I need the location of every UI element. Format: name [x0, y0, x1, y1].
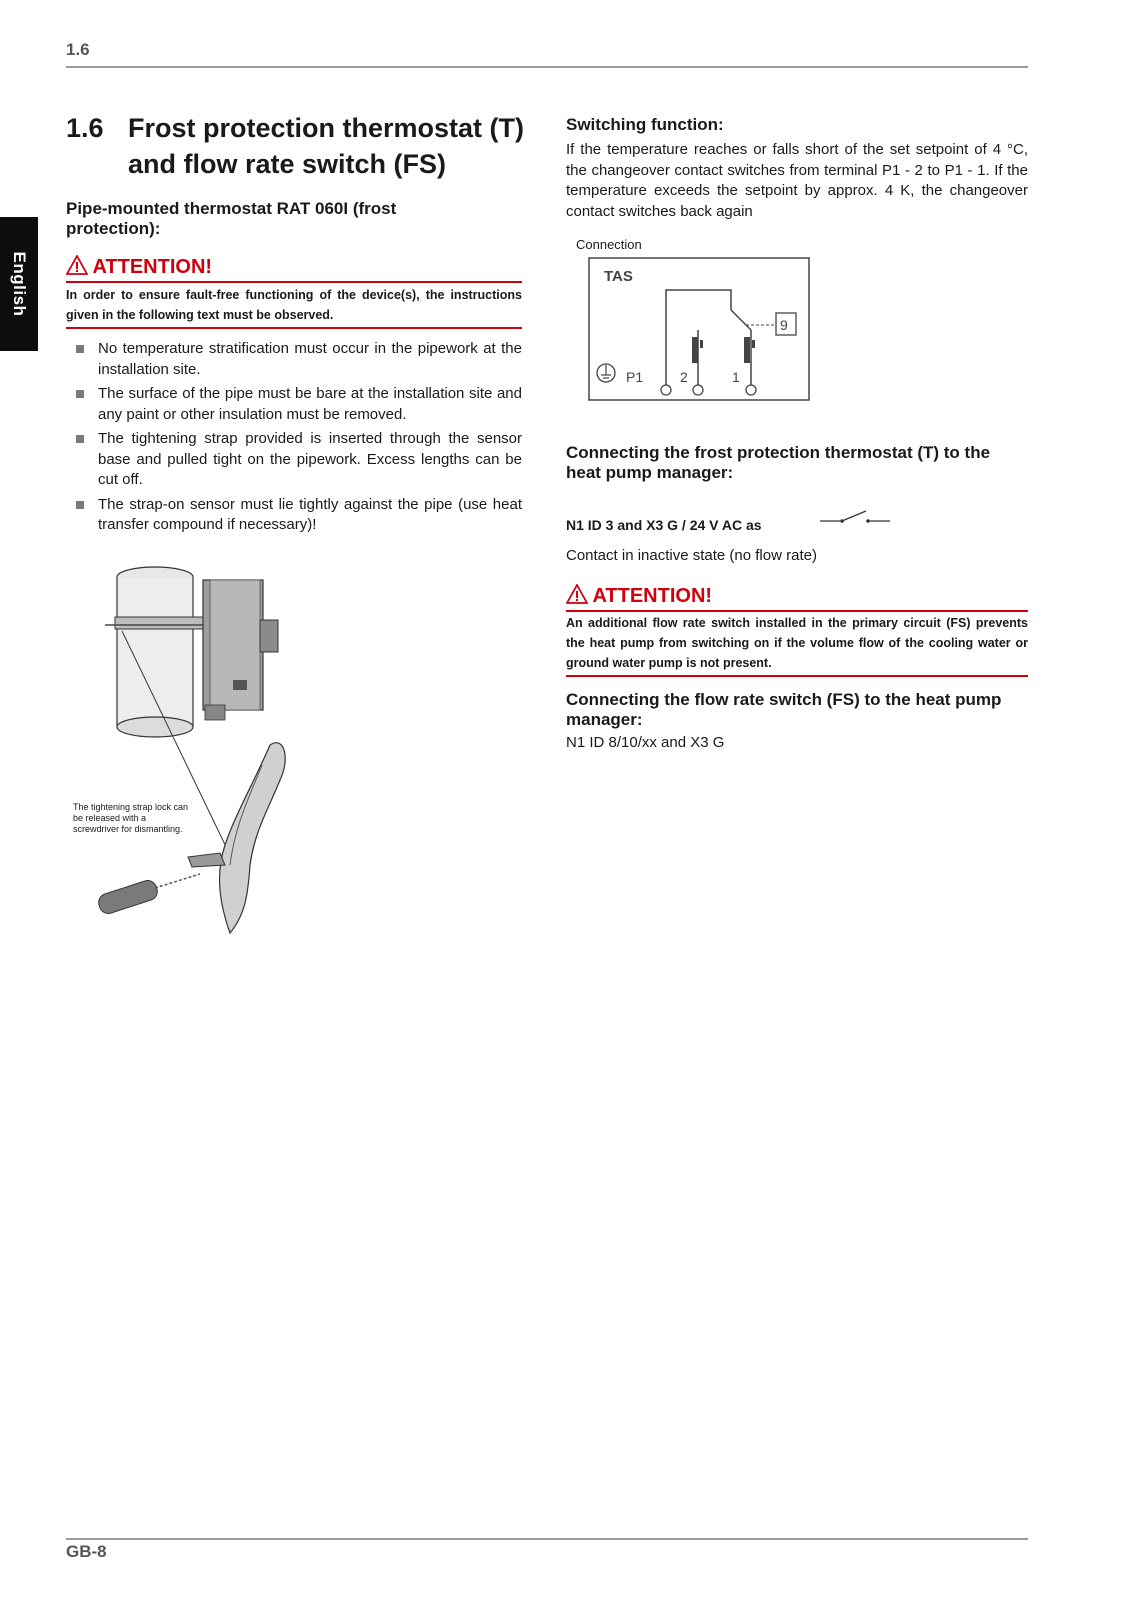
attention-text: In order to ensure fault-free functioning of the device(s), the instructions given in the following text must be observed. [66, 283, 522, 329]
warning-triangle-icon [66, 255, 88, 275]
thermostat-mounting-illustration [70, 565, 330, 960]
connect-thermostat-spec: N1 ID 3 and X3 G / 24 V AC as [566, 517, 762, 533]
connect-flow-switch-spec: N1 ID 8/10/xx and X3 G [566, 734, 725, 751]
attention-text: An additional flow rate switch installed in the primary circuit (FS) prevents the heat pump from switching on if the volume flow of the cooling water or ground water pump is not present. [566, 612, 1028, 677]
language-tab-label: English [10, 251, 29, 317]
attention-label: ATTENTION! [592, 585, 713, 607]
square-bullet-icon [76, 390, 84, 398]
list-item: No temperature stratification must occur in the pipework at the installation site. [66, 339, 522, 380]
page-number: GB-8 [66, 1542, 107, 1561]
list-item: The strap-on sensor must lie tightly against the pipe (use heat transfer compound if necessary)! [66, 495, 522, 536]
title-text: Frost protection thermostat (T) and flow rate switch (FS) [128, 113, 524, 179]
terminal-1: 1 [732, 369, 740, 385]
thermostat-subheading: Pipe-mounted thermostat RAT 060I (frost protection): [66, 199, 397, 238]
connect-thermostat-state: Contact in inactive state (no flow rate) [566, 547, 817, 564]
warning-triangle-icon [566, 584, 588, 604]
connect-thermostat-heading: Connecting the frost protection thermostat (T) to the heat pump manager: [566, 443, 991, 482]
terminal-2: 2 [680, 369, 688, 385]
square-bullet-icon [76, 345, 84, 353]
attention-label: ATTENTION! [92, 256, 213, 278]
list-item: The tightening strap provided is inserted through the sensor base and pulled tight on the pipework. Excess lengths can be cut off. [66, 429, 522, 491]
language-tab [0, 217, 38, 351]
attention-box-left [66, 255, 522, 329]
connection-caption: Connection [576, 237, 642, 252]
connection-diagram [586, 255, 818, 405]
top-rule [66, 66, 1028, 68]
figure-caption: The tightening strap lock can be released with a screwdriver for dismantling. [73, 802, 189, 834]
title-number: 1.6 [66, 113, 104, 143]
contact-switch-icon [818, 507, 892, 529]
switching-heading: Switching function: [566, 115, 724, 134]
switching-text: If the temperature reaches or falls short of the set setpoint of 4 °C, the changeover contact switches from terminal P1 - 2 to P1 - 1. If the temperature exceeds the setpoint by approx. 4 K, the changeover contact switches back again [566, 141, 1028, 220]
diagram-box-label: 9 [780, 317, 788, 333]
square-bullet-icon [76, 501, 84, 509]
bottom-rule [66, 1538, 1028, 1540]
connect-flow-switch-heading: Connecting the flow rate switch (FS) to the heat pump manager: [566, 690, 1002, 729]
attention-header [66, 255, 522, 283]
list-item: The surface of the pipe must be bare at the installation site and any paint or other insulation must be removed. [66, 384, 522, 425]
bullet-list [66, 339, 522, 540]
section-number: 1.6 [66, 40, 90, 59]
diagram-title: TAS [604, 268, 633, 285]
attention-box-right [566, 584, 1028, 677]
attention-header [566, 584, 1028, 612]
square-bullet-icon [76, 435, 84, 443]
terminal-p1: P1 [626, 369, 644, 385]
